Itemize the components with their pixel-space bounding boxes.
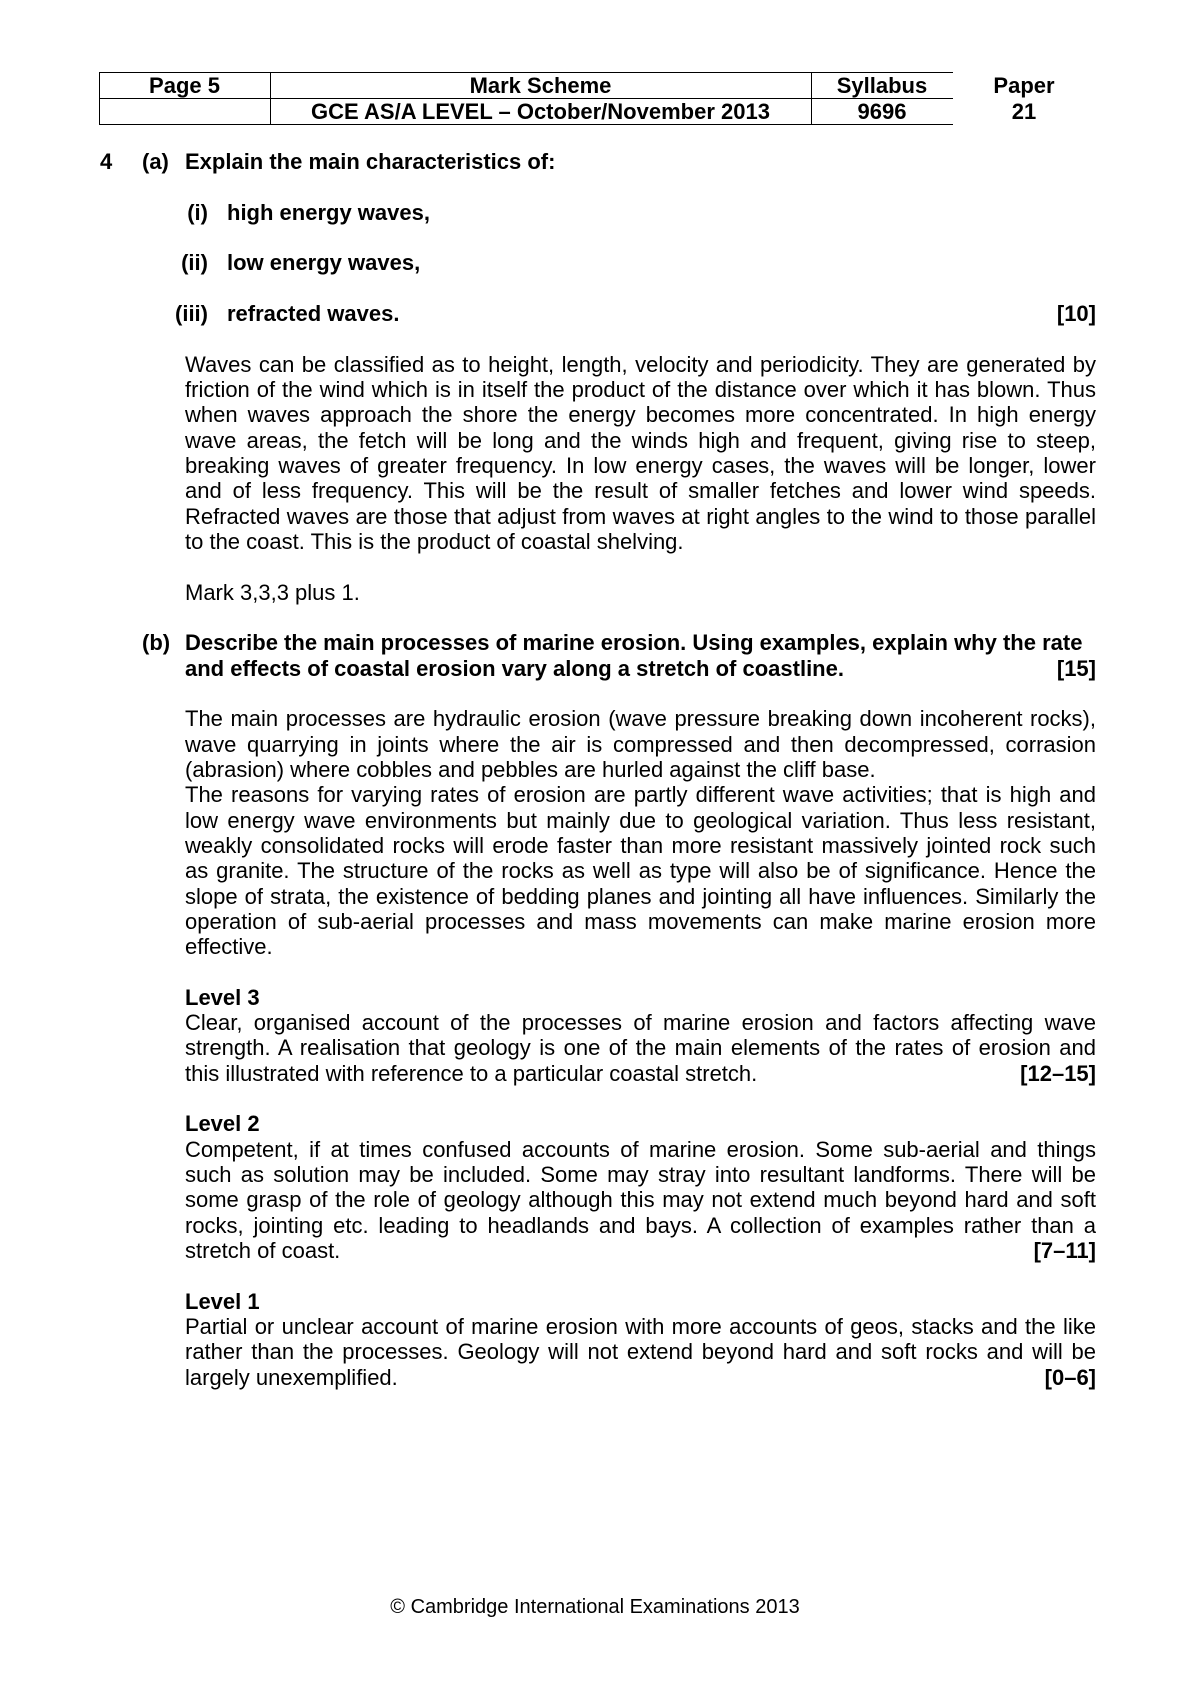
level-title: Level 3 [185, 984, 260, 1010]
table-border-bottom [99, 124, 953, 125]
copyright-footer: © Cambridge International Examinations 2013 [390, 1596, 800, 1618]
sub-item [181, 250, 1096, 276]
paper-label: Paper [993, 73, 1055, 98]
question-4a-prompt-row [100, 149, 1096, 174]
level-title: Level 1 [185, 1288, 260, 1314]
question-4 [0, 149, 1190, 1390]
level-marks: [0–6] [1044, 1364, 1096, 1390]
answer-line: breaking waves of greater frequency. In low energy cases, the waves will be longer, lower [185, 452, 1096, 478]
answer-line: as granite. The structure of the rocks as well as type will also be of significance. Hence the [185, 858, 1096, 884]
syllabus-code: 9696 [857, 99, 907, 124]
part-b-prompt-line [185, 656, 1096, 681]
level-line-text: this illustrated with reference to a particular coastal stretch. [185, 1060, 758, 1086]
answer-line: friction of the wind which is in itself the product of the distance over which it has blown. Thus [185, 376, 1096, 402]
sub-item-text: high energy waves, [227, 199, 430, 225]
level-line: strength. A realisation that geology is one of the main elements of the rates of erosion and [185, 1035, 1096, 1061]
answer-line: and of less frequency. This will be the result of smaller fetches and lower wind speeds. [185, 478, 1096, 504]
level-line-text: largely unexemplified. [185, 1364, 398, 1390]
level-line [185, 1061, 1096, 1086]
exam-label: GCE AS/A LEVEL – October/November 2013 [311, 99, 770, 124]
level-marks: [7–11] [1033, 1238, 1096, 1264]
answer-line: wave areas, the fetch will be long and the winds high and frequent, giving rise to steep, [185, 427, 1096, 453]
part-a-marks: [10] [1056, 300, 1096, 326]
sub-item-text: refracted waves. [227, 300, 400, 326]
part-b-marks: [15] [1056, 655, 1096, 681]
answer-line: The main processes are hydraulic erosion (wave pressure breaking down incoherent rocks), [185, 706, 1096, 732]
level-line: such as solution may be included. Some may stray into resultant landforms. There will be [185, 1162, 1096, 1188]
answer-line: wave quarrying in joints where the air is compressed and then decompressed, corrasion [185, 731, 1096, 757]
mark-scheme-label: Mark Scheme [469, 73, 612, 98]
answer-line: (abrasion) where cobbles and pebbles are hurled against the cliff base. [185, 756, 876, 782]
answer-line: operation of sub-aerial processes and mass movements can make marine erosion more [185, 908, 1096, 934]
answer-line: slope of strata, the existence of bedding planes and jointing all have influences. Similarly the [185, 883, 1096, 909]
level-1-descriptor [0, 1289, 1190, 1390]
level-line: some grasp of the role of geology although this may not extend much beyond hard and soft [185, 1187, 1096, 1213]
level-line: Partial or unclear account of marine erosion with more accounts of geos, stacks and the like [185, 1314, 1096, 1340]
answer-line: when waves approach the shore the energy becomes more concentrated. In high energy [185, 402, 1096, 428]
part-b-answer [0, 706, 1190, 959]
level-line: Clear, organised account of the processes of marine erosion and factors affecting wave [185, 1010, 1096, 1036]
sub-item [185, 200, 1096, 225]
level-title: Level 2 [185, 1111, 260, 1137]
level-line [185, 1238, 1096, 1263]
level-marks: [12–15] [1020, 1060, 1096, 1086]
level-line: rather than the processes. Geology will not extend beyond hard and soft rocks and will be [185, 1339, 1096, 1365]
level-3-descriptor [0, 985, 1190, 1086]
part-a-prompt: Explain the main characteristics of: [185, 149, 556, 174]
part-a-label: (a) [142, 149, 169, 174]
sub-item-label: (i) [187, 199, 208, 225]
part-b-prompt-text: Describe the main processes of marine erosion. Using examples, explain why the rate [185, 630, 1083, 656]
sub-item-text: low energy waves, [227, 250, 421, 276]
level-line [185, 1365, 1096, 1390]
answer-line: weakly consolidated rocks will erode faster than more resistant massively jointed rock such [185, 832, 1096, 858]
level-line: Competent, if at times confused accounts of marine erosion. Some sub-aerial and things [185, 1136, 1096, 1162]
level-line-text: stretch of coast. [185, 1238, 341, 1264]
level-2-descriptor [0, 1111, 1190, 1263]
part-b-label: (b) [142, 630, 171, 656]
sub-item-label: (iii) [175, 300, 208, 326]
part-b-prompt-text: and effects of coastal erosion vary along a stretch of coastline. [185, 655, 844, 681]
answer-line: Waves can be classified as to height, length, velocity and periodicity. They are generated by [185, 351, 1096, 377]
sub-item-label: (ii) [181, 250, 208, 276]
answer-line: The reasons for varying rates of erosion are partly different wave activities; that is high and [185, 782, 1096, 808]
part-b-prompt-line [142, 630, 1096, 656]
answer-line: low energy wave environments but mainly due to geological variation. Thus less resistant, [185, 807, 1096, 833]
answer-line: Refracted waves are those that adjust from waves at right angles to the wind to those parallel [185, 503, 1096, 529]
sub-item [175, 300, 1096, 326]
level-line: rocks, jointing etc. leading to headlands and bays. A collection of examples rather than a [185, 1212, 1096, 1238]
answer-line: effective. [185, 934, 273, 960]
question-number: 4 [100, 149, 113, 174]
syllabus-label: Syllabus [836, 73, 928, 98]
part-a-answer [0, 352, 1190, 555]
page-label: Page 5 [149, 73, 220, 98]
answer-line: to the coast. This is the product of coastal shelving. [185, 528, 684, 554]
mark-note: Mark 3,3,3 plus 1. [185, 579, 360, 605]
paper-number: 21 [1011, 99, 1037, 124]
